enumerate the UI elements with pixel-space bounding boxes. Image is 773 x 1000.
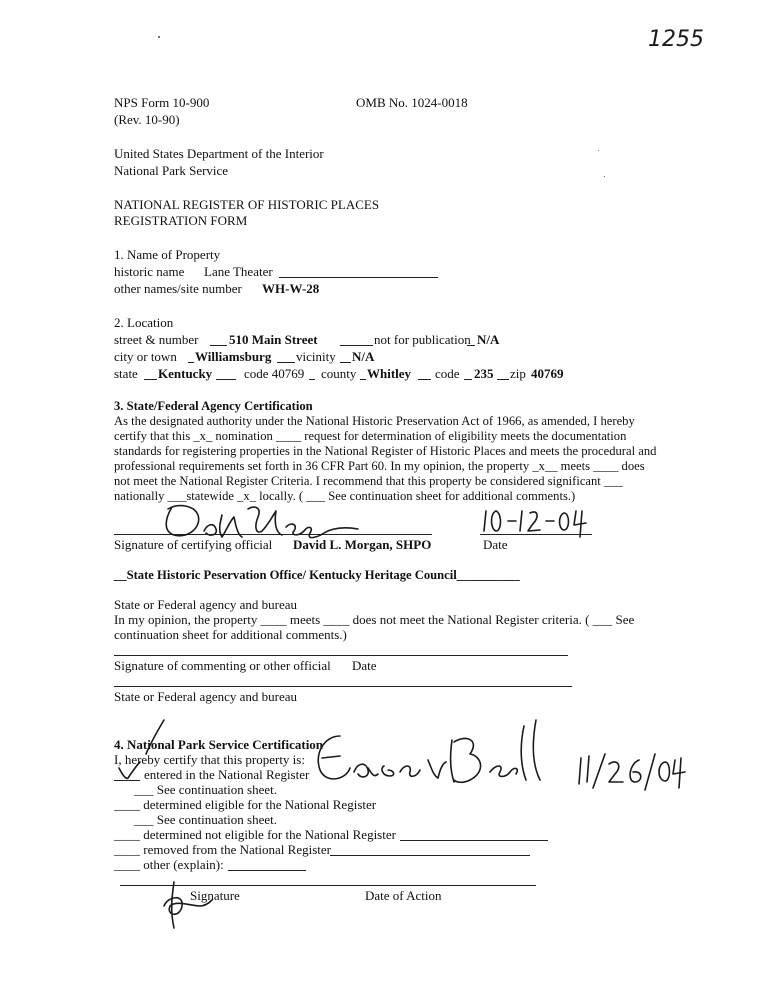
blank-line bbox=[418, 379, 431, 380]
beall-signature bbox=[310, 714, 546, 790]
other-names-value: WH-W-28 bbox=[262, 281, 320, 296]
service-name: National Park Service bbox=[114, 163, 229, 178]
other-names-label: other names/site number bbox=[114, 281, 242, 296]
form-title: NATIONAL REGISTER OF HISTORIC PLACES bbox=[114, 197, 380, 212]
section4-heading: 4. National Park Service Certification bbox=[114, 737, 324, 752]
zip-label: zip bbox=[510, 366, 526, 381]
street-label: street & number bbox=[114, 332, 199, 347]
scan-speck bbox=[604, 176, 605, 177]
handwritten-date-1 bbox=[480, 503, 592, 539]
blank-line bbox=[464, 379, 472, 380]
removed-option: ____ removed from the National Register bbox=[114, 842, 331, 857]
omb-number: OMB No. 1024-0018 bbox=[356, 95, 468, 110]
city-label: city or town bbox=[114, 349, 177, 364]
blank-line bbox=[330, 855, 530, 856]
nps-certify-intro: I, hereby certify that this property is: bbox=[114, 752, 305, 767]
county-code-value: 235 bbox=[474, 366, 494, 381]
certification-line: As the designated authority under the National Historic Preservation Act of 1966, as amended, I hereby bbox=[114, 414, 635, 428]
city-value: Williamsburg bbox=[195, 349, 272, 364]
certifying-official-name: David L. Morgan, SHPO bbox=[293, 537, 432, 552]
blank-line bbox=[210, 345, 227, 346]
blank-line bbox=[360, 379, 366, 380]
department-name: United States Department of the Interior bbox=[114, 146, 324, 161]
blank-line bbox=[188, 362, 194, 363]
blank-line bbox=[228, 870, 306, 871]
section3-heading: 3. State/Federal Agency Certification bbox=[114, 399, 313, 413]
nps-signature-label: Signature bbox=[190, 888, 240, 903]
entered-option: entered in the National Register bbox=[144, 767, 310, 782]
not-eligible-option: ____ determined not eligible for the National Register bbox=[114, 827, 396, 842]
agency-bureau-line bbox=[114, 686, 572, 687]
state-code: code 40769 bbox=[244, 366, 305, 381]
certification-line: nationally ___statewide _x_ locally. ( ___ See continuation sheet for additional comments.) bbox=[114, 489, 576, 503]
blank-line bbox=[467, 345, 475, 346]
certifying-office: __State Historic Peservation Office/ Kentucky Heritage Council__________ bbox=[114, 568, 520, 582]
county-value: Whitley bbox=[367, 366, 412, 381]
vicinity-value: N/A bbox=[352, 349, 375, 364]
form-revision: (Rev. 10-90) bbox=[114, 112, 180, 127]
historic-name-label: historic name bbox=[114, 264, 185, 279]
commenting-date-label: Date bbox=[352, 658, 377, 673]
blank-line bbox=[340, 362, 351, 363]
certification-line: standards for registering properties in the National Register of Historic Places and meets the procedural and bbox=[114, 444, 657, 458]
scan-speck bbox=[158, 36, 160, 38]
state-value: Kentucky bbox=[158, 366, 213, 381]
form-number: NPS Form 10-900 bbox=[114, 95, 210, 110]
certification-line: professional requirements set forth in 36 CFR Part 60. In my opinion, the property _x__ meets ____ does bbox=[114, 459, 645, 473]
blank-line bbox=[497, 379, 509, 380]
date-of-action-label: Date of Action bbox=[365, 888, 442, 903]
commenting-signature-label: Signature of commenting or other official bbox=[114, 658, 331, 673]
commenting-signature-line bbox=[114, 655, 568, 656]
form-subtitle: REGISTRATION FORM bbox=[114, 213, 248, 228]
other-option: ____ other (explain): bbox=[114, 857, 224, 872]
see-continuation-1: ___ See continuation sheet. bbox=[134, 782, 277, 797]
not-for-publication-label: not for publication bbox=[374, 332, 471, 347]
historic-name-value: Lane Theater bbox=[204, 264, 273, 279]
agency-bureau-label-2: State or Federal agency and bureau bbox=[114, 689, 298, 704]
section2-heading: 2. Location bbox=[114, 315, 174, 330]
certification-line: not meet the National Register Criteria. I recommend that this property be considered significant ___ bbox=[114, 474, 623, 488]
historic-name-underline bbox=[279, 277, 438, 278]
vicinity-label: vicinity bbox=[296, 349, 336, 364]
see-continuation-2: ___ See continuation sheet. bbox=[134, 812, 277, 827]
not-for-publication-value: N/A bbox=[477, 332, 500, 347]
blank-line bbox=[340, 345, 373, 346]
corner-handwritten-number: 1255 bbox=[648, 27, 704, 52]
street-value: 510 Main Street bbox=[229, 332, 318, 347]
handwritten-date-2 bbox=[575, 752, 685, 792]
blank-line bbox=[216, 379, 236, 380]
pen-stroke-mark bbox=[140, 718, 170, 756]
certification-line: certify that this _x_ nomination ____ request for determination of eligibility meets the documentation bbox=[114, 429, 627, 443]
scan-speck bbox=[598, 150, 599, 151]
blank-line bbox=[309, 379, 315, 380]
agency-bureau-label: State or Federal agency and bureau bbox=[114, 597, 298, 612]
county-code-label: code bbox=[435, 366, 460, 381]
zip-value: 40769 bbox=[531, 366, 564, 381]
blank-line bbox=[277, 362, 295, 363]
certifying-date-label: Date bbox=[483, 537, 508, 552]
opinion-line: continuation sheet for additional comments.) bbox=[114, 627, 347, 642]
eligible-option: ____ determined eligible for the National Register bbox=[114, 797, 377, 812]
certifying-signature-label: Signature of certifying official bbox=[114, 537, 273, 552]
blank-line bbox=[144, 379, 157, 380]
blank-line bbox=[400, 840, 548, 841]
section1-heading: 1. Name of Property bbox=[114, 247, 221, 262]
opinion-line: In my opinion, the property ____ meets ____ does not meet the National Register criteria. ( ___ See bbox=[114, 612, 635, 627]
initials-mark bbox=[156, 876, 216, 932]
county-label: county bbox=[321, 366, 357, 381]
checkmark-icon bbox=[116, 760, 142, 782]
state-label: state bbox=[114, 366, 138, 381]
